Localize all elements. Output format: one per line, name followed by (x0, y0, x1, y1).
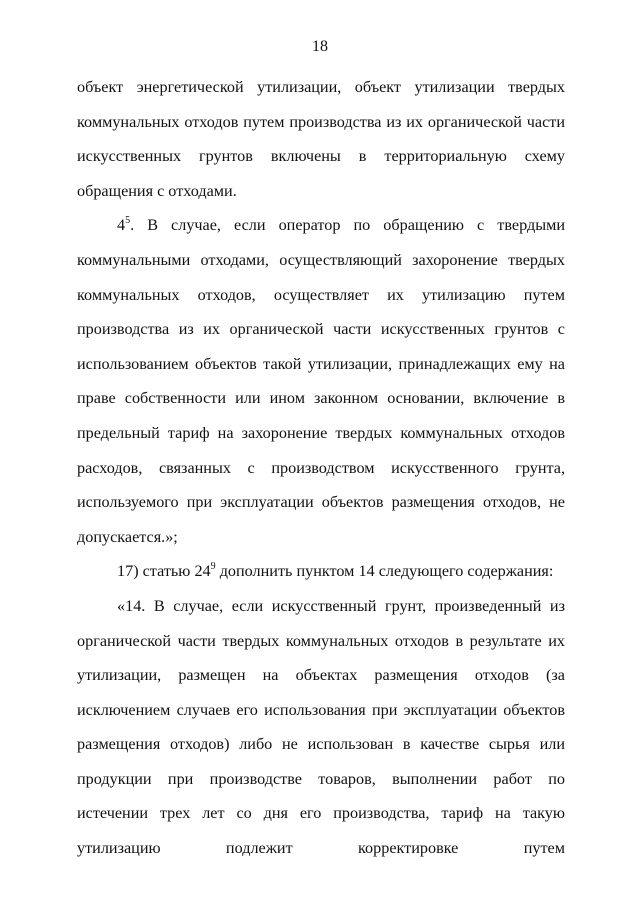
item-prefix: 17) статью 24 (117, 562, 211, 581)
page-number: 18 (312, 38, 328, 55)
paragraph-item-4-5 (77, 208, 565, 554)
paragraph-continuation: объект энергетической утилизации, объект утилизации твердых коммунальных отходов путем производства из их органической части искусственных грунтов включены в территориальную схему обращения с отходами. (77, 78, 565, 200)
item-superscript: 5 (125, 214, 131, 226)
paragraph-item-17 (77, 554, 565, 589)
item-text: . В случае, если оператор по обращению с твердыми коммунальными отходами, осуществляющий захоронение твердых коммунальных отходов, осуществляет их утилизацию путем производства из их органической части искусственных грунтов с использованием объектов такой утилизации, принадлежащих ему на праве собственности или ином законном основании, включение в предельный тариф на захоронение твердых коммунальных отходов расходов, связанных с производством искусственного грунта, используемого при эксплуатации объектов размещения отходов, не допускается.»; (77, 216, 565, 546)
item-superscript: 9 (210, 560, 216, 572)
document-body (77, 70, 565, 866)
paragraph-item-14: «14. В случае, если искусственный грунт, произведенный из органической части твердых коммунальных отходов в результате их утилизации, размещен на объектах размещения отходов (за исключением случаев его использования при эксплуатации объектов размещения отходов) либо не использован в качестве сырья или продукции при производстве товаров, выполнении работ по истечении трех лет со дня его производства, тариф на такую утилизацию подлежит корректировке путем (77, 596, 565, 858)
item-number: 4 (117, 216, 126, 235)
item-text: дополнить пунктом 14 следующего содержания: (215, 562, 554, 581)
